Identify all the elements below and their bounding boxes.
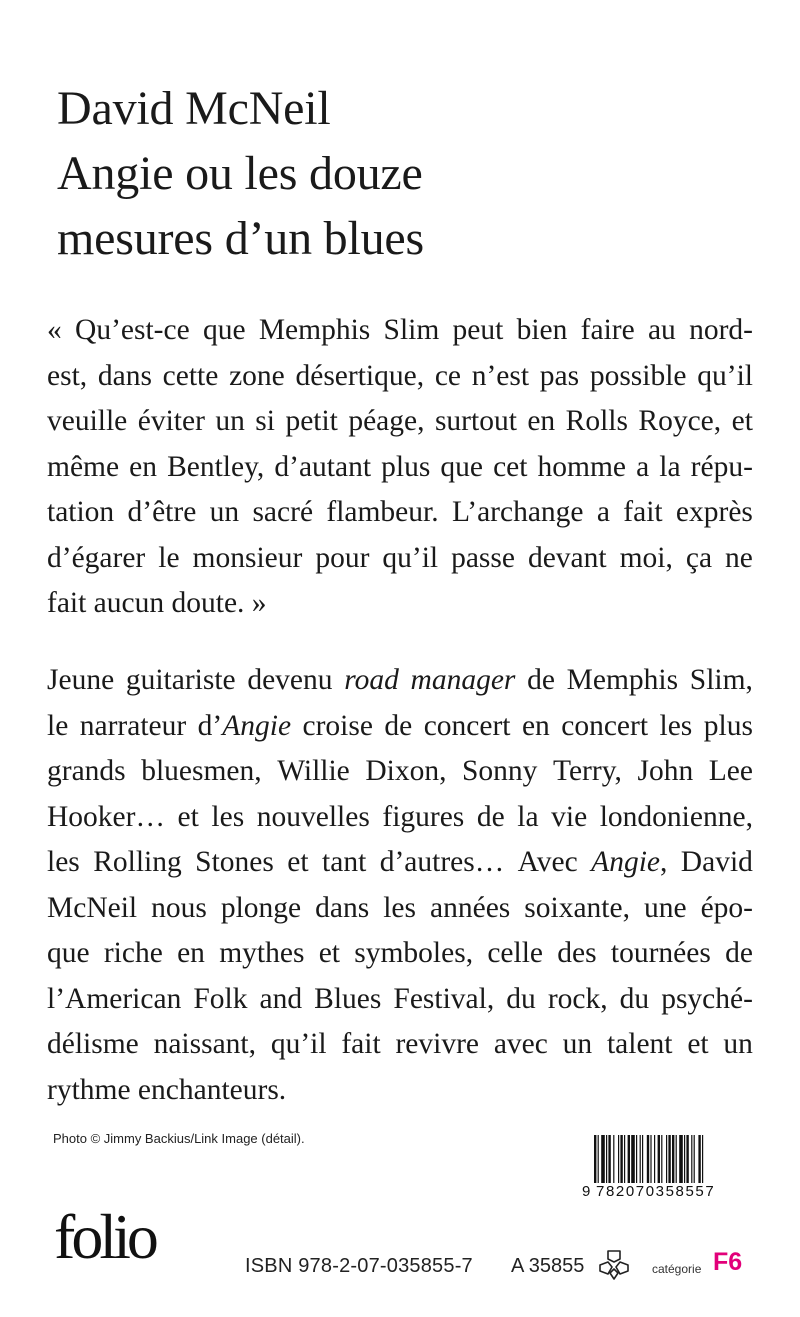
barcode-bar xyxy=(647,1135,649,1183)
barcode-bar xyxy=(606,1135,607,1183)
word: de xyxy=(527,664,555,696)
word: un xyxy=(215,405,245,437)
barcode-bar xyxy=(618,1135,619,1183)
word: si xyxy=(255,405,275,437)
word: veuille xyxy=(47,405,128,437)
barcode-bar xyxy=(702,1135,703,1183)
word: éviter xyxy=(137,405,205,437)
word: les xyxy=(659,709,693,742)
barcode-bar xyxy=(686,1135,688,1183)
word: nous xyxy=(151,891,207,924)
word: cet xyxy=(493,450,528,483)
word: avec xyxy=(493,1028,548,1060)
word: plus xyxy=(381,450,431,483)
word: Folk xyxy=(193,982,248,1015)
word: narrateur xyxy=(79,709,187,742)
barcode-bar xyxy=(654,1135,655,1183)
word: la xyxy=(659,450,681,483)
word: guitariste xyxy=(125,664,236,696)
word: Lee xyxy=(708,755,753,787)
word: la xyxy=(517,800,539,833)
word: Blues xyxy=(314,982,382,1015)
description-line xyxy=(47,704,753,750)
barcode-bar xyxy=(672,1135,674,1183)
word: Slim xyxy=(383,314,440,346)
word: sacré xyxy=(252,496,314,528)
word: McNeil xyxy=(47,891,138,924)
word: l’American xyxy=(47,982,182,1015)
category-code: F6 xyxy=(713,1248,743,1276)
word: Memphis xyxy=(258,314,371,346)
author-name: David McNeil xyxy=(57,82,331,135)
word: « xyxy=(47,314,62,346)
word: d’égarer xyxy=(47,541,146,574)
word: devant xyxy=(527,541,607,574)
word: du xyxy=(619,982,650,1015)
word: a xyxy=(596,496,610,528)
word: ce xyxy=(434,359,461,392)
barcode-bar xyxy=(666,1135,667,1183)
word: Avec xyxy=(517,846,578,878)
word: en xyxy=(521,709,550,742)
word: nouvelles xyxy=(256,800,370,833)
word: passe xyxy=(451,541,515,574)
barcode-digits: 782070358557 xyxy=(596,1183,716,1200)
barcode-bar xyxy=(694,1135,695,1183)
word: pour xyxy=(315,541,370,574)
barcode-bar xyxy=(658,1135,660,1183)
word: moi, xyxy=(619,541,673,574)
word: figures xyxy=(382,800,465,833)
word: et xyxy=(731,405,753,437)
word: en xyxy=(129,450,158,483)
barcode xyxy=(582,1135,754,1215)
word: épo- xyxy=(700,891,753,924)
barcode-bar xyxy=(679,1135,683,1183)
word: symboles, xyxy=(354,937,474,969)
word: tation xyxy=(47,496,115,528)
barcode-bar xyxy=(631,1135,635,1183)
barcode-bar xyxy=(620,1135,622,1183)
word: de xyxy=(725,937,753,969)
word: plus xyxy=(703,709,753,742)
word: Willie xyxy=(277,755,350,787)
word: concert xyxy=(561,709,649,742)
publisher-logo: folio xyxy=(54,1201,155,1272)
word: celle xyxy=(487,937,544,969)
word: Rolling xyxy=(93,846,182,878)
word: d’autres… xyxy=(379,846,505,878)
word: L’archange xyxy=(451,496,584,528)
barcode-bar xyxy=(613,1135,614,1183)
word: répu- xyxy=(690,450,753,483)
word: Dixon, xyxy=(365,755,447,787)
photo-credit: Photo © Jimmy Backius/Link Image (détail). xyxy=(53,1131,305,1146)
word: qu’il xyxy=(270,1028,327,1060)
title-line-1: Angie ou les douze xyxy=(57,147,423,200)
word: devenu xyxy=(247,664,333,696)
word: flambeur. xyxy=(326,496,439,528)
word: cette xyxy=(162,359,219,392)
description-line xyxy=(47,931,753,977)
word: fait xyxy=(341,1028,381,1060)
word: et xyxy=(287,846,309,878)
word: Stones xyxy=(195,846,274,878)
word: d’être xyxy=(127,496,197,528)
barcode-bar xyxy=(691,1135,692,1183)
word: et xyxy=(687,1028,709,1060)
word: qu’il xyxy=(382,541,439,574)
book-description xyxy=(47,658,753,1113)
word: les xyxy=(383,891,417,924)
barcode-bar xyxy=(608,1135,610,1183)
word: naissant, xyxy=(153,1028,256,1060)
word: n’est xyxy=(471,359,530,392)
barcode-bar xyxy=(628,1135,630,1183)
word: un xyxy=(562,1028,593,1060)
word: petit xyxy=(285,405,338,437)
quote-line xyxy=(47,308,753,354)
word: Terry, xyxy=(553,755,622,787)
word: a xyxy=(636,450,650,483)
word: années xyxy=(430,891,511,924)
word: de xyxy=(384,709,413,742)
word: délisme xyxy=(47,1028,139,1060)
word: tournées xyxy=(610,937,711,969)
word: un xyxy=(723,1028,753,1060)
word: rock, xyxy=(547,982,608,1015)
word: pas xyxy=(539,359,580,392)
word: ne xyxy=(725,541,753,574)
word: d’Angie xyxy=(197,709,292,742)
word: Angie, xyxy=(591,846,668,878)
barcode-bar xyxy=(676,1135,677,1183)
word: les xyxy=(47,846,80,878)
word: que xyxy=(202,314,246,346)
word: une xyxy=(643,891,687,924)
word: dans xyxy=(315,891,370,924)
word: que xyxy=(47,937,90,969)
word: au xyxy=(647,314,676,346)
quote-line xyxy=(47,354,753,400)
word: Qu’est-ce xyxy=(75,314,190,346)
word: vie xyxy=(551,800,588,833)
word: peut xyxy=(452,314,504,346)
description-line xyxy=(47,977,753,1023)
excerpt-quote xyxy=(47,308,753,627)
word: plonge xyxy=(220,891,302,924)
word: dans xyxy=(97,359,152,392)
word: Royce, xyxy=(638,405,722,437)
word: Festival, xyxy=(393,982,495,1015)
barcode-bar xyxy=(650,1135,651,1183)
word: bien xyxy=(516,314,568,346)
word: exprès xyxy=(675,496,753,528)
word: tant xyxy=(322,846,367,878)
word: qu’il xyxy=(697,359,753,392)
word: que xyxy=(440,450,483,483)
word: Sonny xyxy=(462,755,538,787)
word: Bentley, xyxy=(167,450,265,483)
word: et xyxy=(177,800,199,833)
word: ça xyxy=(685,541,713,574)
word: désertique, xyxy=(295,359,425,392)
barcode-bar xyxy=(642,1135,643,1183)
word: péage, xyxy=(348,405,425,437)
category-label: catégorie xyxy=(652,1262,702,1276)
word: Memphis xyxy=(566,664,679,696)
word: revivre xyxy=(395,1028,479,1060)
barcode-bar xyxy=(601,1135,605,1183)
description-line xyxy=(47,840,753,886)
barcode-bar xyxy=(698,1135,700,1183)
word: londonienne, xyxy=(599,800,753,833)
word: psyché- xyxy=(661,982,753,1015)
word: mythes xyxy=(219,937,305,969)
word: manager xyxy=(410,664,516,696)
word: grands xyxy=(47,755,126,787)
description-line xyxy=(47,749,753,795)
word: nord- xyxy=(689,314,753,346)
title-line-2: mesures d’un blues xyxy=(57,212,424,265)
word: faire xyxy=(580,314,635,346)
word: homme xyxy=(537,450,627,483)
barcode-bar xyxy=(661,1135,662,1183)
description-line xyxy=(47,886,753,932)
word: d’autant xyxy=(274,450,372,483)
barcode-first-digit: 9 xyxy=(582,1183,592,1200)
word: Hooker… xyxy=(47,800,165,833)
book-header xyxy=(57,76,424,271)
word: en xyxy=(177,937,205,969)
description-line xyxy=(47,1022,753,1068)
description-line: rythme enchanteurs. xyxy=(47,1073,287,1106)
isbn: ISBN 978-2-07-035855-7 xyxy=(245,1255,473,1277)
word: Rolls xyxy=(565,405,628,437)
word: du xyxy=(506,982,536,1015)
folio-emblem-icon xyxy=(596,1247,632,1283)
word: soixante, xyxy=(524,891,630,924)
word: est, xyxy=(47,359,88,392)
quote-line xyxy=(47,490,753,536)
barcode-bar xyxy=(624,1135,625,1183)
word: le xyxy=(47,709,69,742)
barcode-bar xyxy=(640,1135,641,1183)
word: possible xyxy=(589,359,687,392)
word: riche xyxy=(103,937,163,969)
word: monsieur xyxy=(192,541,303,574)
barcode-bar xyxy=(684,1135,685,1183)
quote-line xyxy=(47,536,753,582)
word: fait xyxy=(623,496,663,528)
barcode-bars xyxy=(582,1135,754,1183)
barcode-bar xyxy=(594,1135,596,1183)
quote-line xyxy=(47,399,753,445)
word: and xyxy=(259,982,303,1015)
description-line xyxy=(47,795,753,841)
barcode-bar xyxy=(636,1135,637,1183)
barcode-bar xyxy=(668,1135,670,1183)
word: en xyxy=(527,405,556,437)
word: concert xyxy=(423,709,511,742)
word: le xyxy=(158,541,180,574)
barcode-number xyxy=(582,1183,754,1200)
reference-number: A 35855 xyxy=(511,1255,585,1277)
word: zone xyxy=(229,359,285,392)
word: talent xyxy=(606,1028,673,1060)
word: John xyxy=(637,755,694,787)
word: même xyxy=(47,450,120,483)
word: et xyxy=(318,937,340,969)
word: des xyxy=(557,937,597,969)
word: les xyxy=(211,800,245,833)
word: bluesmen, xyxy=(141,755,262,787)
word: de xyxy=(476,800,505,833)
barcode-bar xyxy=(598,1135,599,1183)
word: surtout xyxy=(434,405,517,437)
quote-line: fait aucun doute. » xyxy=(47,587,267,619)
word: croise xyxy=(302,709,373,742)
description-line xyxy=(47,658,753,704)
word: Slim, xyxy=(689,664,753,696)
word: Jeune xyxy=(47,664,115,696)
quote-line xyxy=(47,445,753,491)
word: un xyxy=(209,496,240,528)
word: David xyxy=(680,846,753,878)
word: road xyxy=(344,664,399,696)
